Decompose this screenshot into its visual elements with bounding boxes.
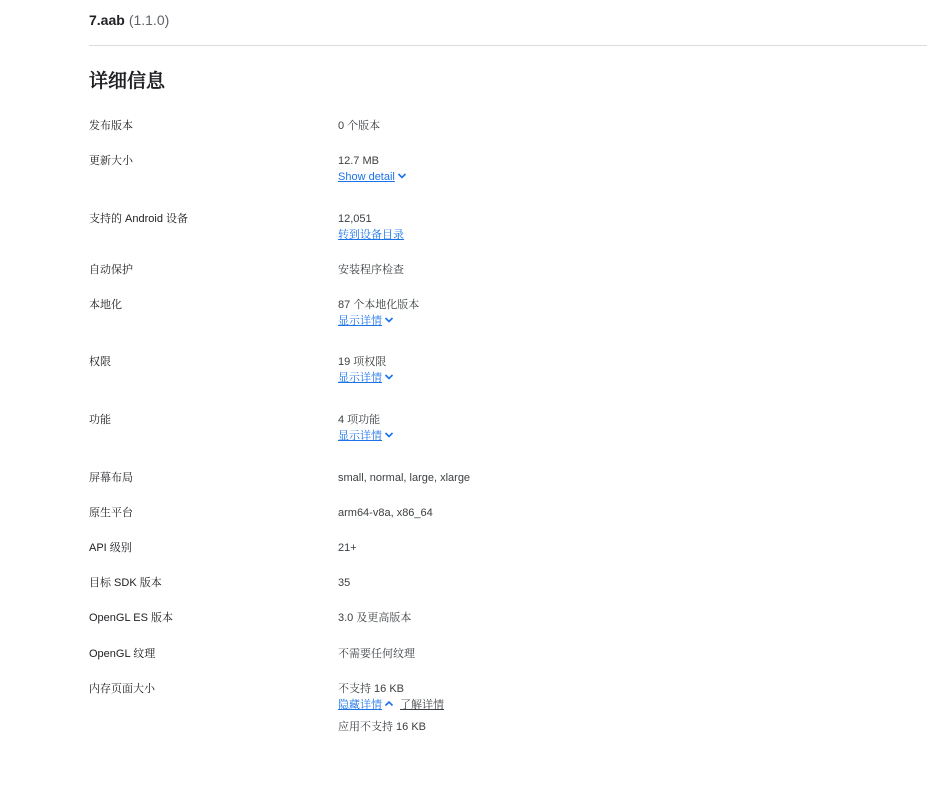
- detail-value: 12,051: [338, 213, 372, 225]
- detail-label: 功能: [89, 414, 111, 426]
- show-details-link[interactable]: 显示详情: [338, 315, 382, 327]
- detail-label: 发布版本: [89, 120, 133, 132]
- detail-value-group: [338, 355, 394, 385]
- detail-label: 权限: [89, 356, 111, 368]
- detail-value-group: [338, 154, 407, 184]
- bundle-file-name: 7.aab: [89, 12, 125, 28]
- detail-value: 19 项权限: [338, 356, 387, 368]
- bundle-version: (1.1.0): [128, 12, 170, 28]
- page-size-note: 应用不支持 16 KB: [338, 721, 427, 733]
- chevron-down-icon: [397, 171, 407, 181]
- detail-label: OpenGL ES 版本: [89, 612, 173, 624]
- detail-label: 目标 SDK 版本: [89, 577, 162, 589]
- detail-label: 屏幕布局: [89, 472, 133, 484]
- show-detail-link[interactable]: Show detail: [338, 171, 395, 183]
- bundle-header: [89, 11, 169, 29]
- chevron-down-icon: [384, 315, 394, 325]
- device-catalog-link[interactable]: 转到设备目录: [338, 229, 404, 241]
- section-title: 详细信息: [89, 71, 166, 92]
- chevron-down-icon: [384, 372, 394, 382]
- detail-label: OpenGL 纹理: [89, 648, 156, 660]
- detail-value: 3.0 及更高版本: [338, 612, 412, 624]
- show-details-link[interactable]: 显示详情: [338, 372, 382, 384]
- show-details-toggle[interactable]: [338, 371, 394, 385]
- show-detail-toggle[interactable]: [338, 170, 407, 184]
- detail-value-group: [338, 682, 444, 734]
- learn-more-link[interactable]: 了解详情: [400, 699, 444, 711]
- show-details-toggle[interactable]: [338, 314, 419, 328]
- detail-value: 不需要任何纹理: [338, 648, 415, 660]
- detail-label: 支持的 Android 设备: [89, 213, 189, 225]
- detail-label: 更新大小: [89, 155, 133, 167]
- detail-value: 4 项功能: [338, 414, 381, 426]
- hide-details-link[interactable]: 隐藏详情: [338, 699, 382, 711]
- show-details-toggle[interactable]: [338, 429, 394, 443]
- detail-value-group: [338, 413, 394, 443]
- detail-value: 安装程序检查: [338, 264, 404, 276]
- detail-value: 35: [338, 577, 351, 589]
- detail-label: 本地化: [89, 299, 122, 311]
- detail-label: 内存页面大小: [89, 683, 155, 695]
- detail-value: small, normal, large, xlarge: [338, 472, 471, 484]
- detail-value-group: [338, 298, 419, 328]
- header-divider: [89, 45, 927, 46]
- detail-value: 21+: [338, 542, 357, 554]
- page-size-links: [338, 698, 444, 712]
- chevron-up-icon: [384, 699, 394, 709]
- detail-value: 0 个版本: [338, 120, 381, 132]
- show-details-link[interactable]: 显示详情: [338, 430, 382, 442]
- detail-value: 12.7 MB: [338, 155, 379, 167]
- detail-value-group: [338, 212, 404, 242]
- detail-value: arm64-v8a, x86_64: [338, 507, 433, 519]
- detail-label: 自动保护: [89, 264, 133, 276]
- detail-value: 不支持 16 KB: [338, 683, 405, 695]
- hide-details-toggle[interactable]: [338, 699, 394, 711]
- chevron-down-icon: [384, 430, 394, 440]
- detail-label: 原生平台: [89, 507, 133, 519]
- detail-label: API 级别: [89, 542, 132, 554]
- detail-value: 87 个本地化版本: [338, 299, 420, 311]
